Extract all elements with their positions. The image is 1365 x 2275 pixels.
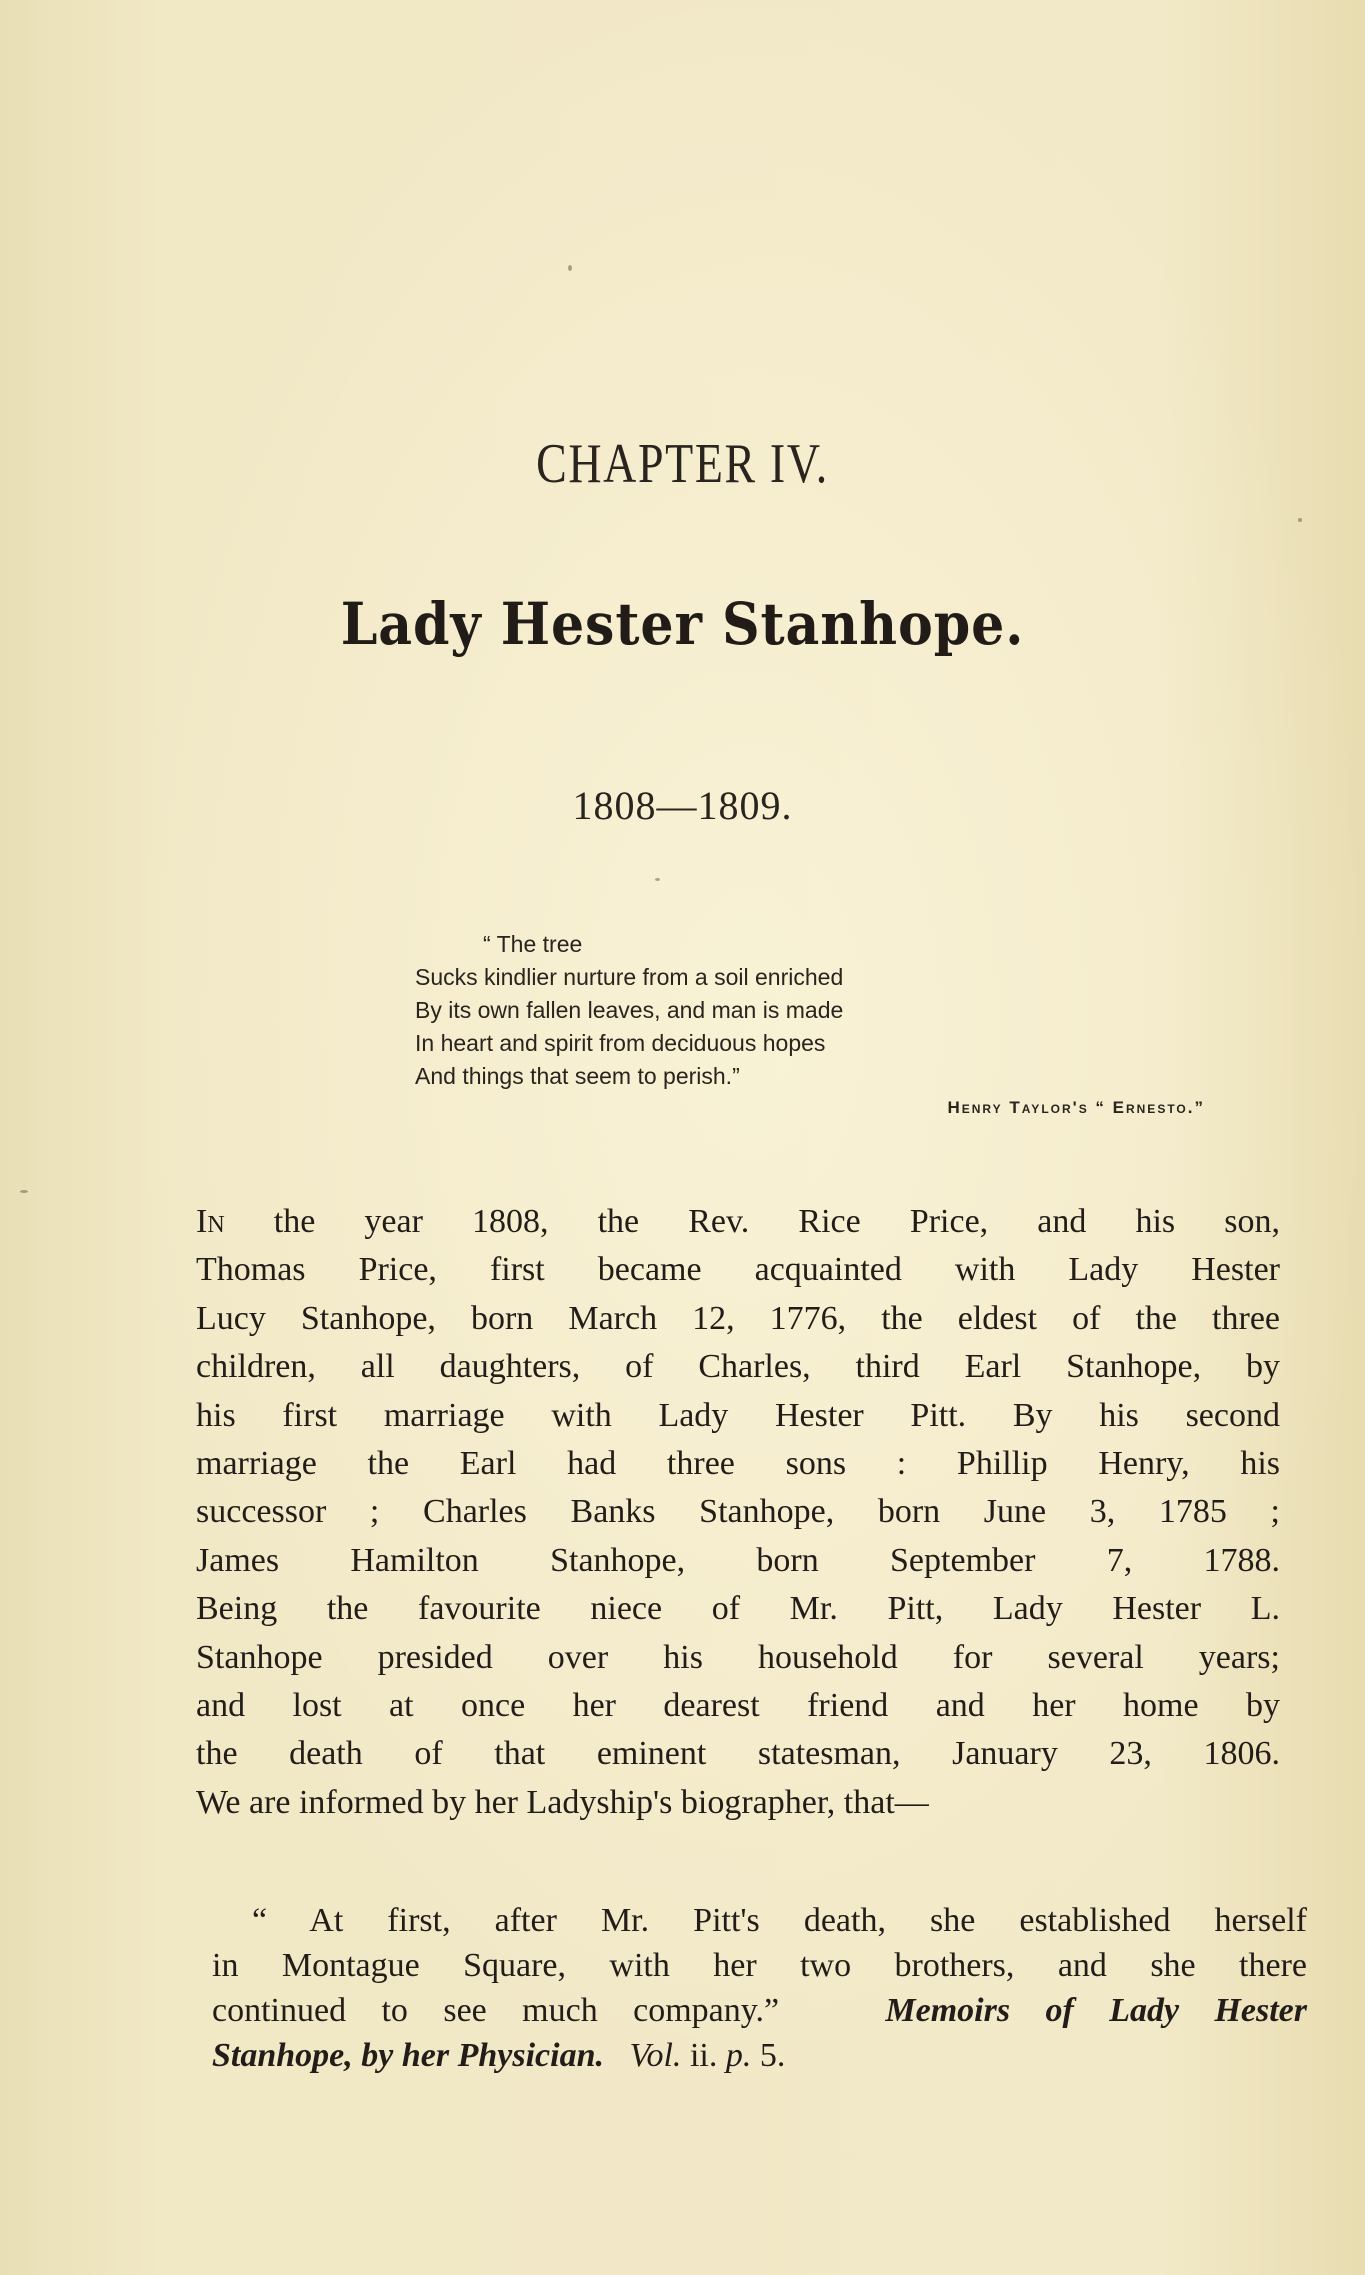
quote-line bbox=[212, 1988, 1307, 2033]
show-through-text bbox=[170, 115, 1270, 167]
paragraph-lead-word: In bbox=[196, 1203, 225, 1240]
paper-speck bbox=[20, 1190, 28, 1193]
quote-line bbox=[212, 2033, 1307, 2078]
paragraph-line: and lost at once her dearest friend and her home by bbox=[196, 1687, 1280, 1725]
paragraph-line: the death of that eminent statesman, January 23, 1806. bbox=[196, 1735, 1280, 1773]
block-quote bbox=[212, 1898, 1307, 2078]
paper-speck bbox=[655, 878, 660, 881]
quote-citation: Stanhope, by her Physician. bbox=[212, 2037, 604, 2074]
quote-citation: Memoirs of Lady Hester bbox=[885, 1992, 1308, 2029]
quote-page-number: 5. bbox=[759, 2037, 786, 2074]
epigraph bbox=[415, 928, 1205, 1124]
epigraph-attribution: Henry Taylor's “ Ernesto.” bbox=[947, 1098, 1205, 1117]
quote-volume-label: Vol. bbox=[629, 2037, 682, 2074]
epigraph-line: “ The tree bbox=[483, 931, 583, 957]
epigraph-line: And things that seem to perish.” bbox=[415, 1063, 740, 1089]
chapter-heading: CHAPTER IV. bbox=[536, 433, 829, 495]
quote-volume-number: ii. bbox=[689, 2037, 718, 2074]
quote-page-label: p. bbox=[725, 2037, 752, 2074]
paragraph-line bbox=[196, 1198, 1280, 1246]
quote-line: in Montague Square, with her two brothers, and she there bbox=[212, 1947, 1307, 1984]
paragraph-line: his first marriage with Lady Hester Pitt. By his second bbox=[196, 1396, 1280, 1434]
paragraph-line: children, all daughters, of Charles, third Earl Stanhope, by bbox=[196, 1348, 1280, 1386]
paragraph-line: Thomas Price, first became acquainted with Lady Hester bbox=[196, 1251, 1280, 1289]
quote-line: “ At first, after Mr. Pitt's death, she established herself bbox=[252, 1902, 1307, 1939]
body-paragraph bbox=[196, 1198, 1280, 1827]
chapter-subtitle: Lady Hester Stanhope. bbox=[340, 590, 1025, 658]
paragraph-line-text: the year 1808, the Rev. Rice Price, and his son, bbox=[224, 1203, 1280, 1240]
chapter-years: 1808—1809. bbox=[572, 783, 793, 828]
paragraph-line: Lucy Stanhope, born March 12, 1776, the eldest of the three bbox=[196, 1299, 1280, 1337]
paper-speck bbox=[568, 265, 572, 271]
paragraph-line: We are informed by her Ladyship's biographer, that— bbox=[196, 1783, 929, 1821]
epigraph-line: In heart and spirit from deciduous hopes bbox=[415, 1030, 826, 1056]
epigraph-line: By its own fallen leaves, and man is made bbox=[415, 997, 844, 1023]
paragraph-line: James Hamilton Stanhope, born September 7, 1788. bbox=[196, 1541, 1280, 1579]
epigraph-line: Sucks kindlier nurture from a soil enriched bbox=[415, 964, 844, 990]
paragraph-line: marriage the Earl had three sons : Phillip Henry, his bbox=[196, 1445, 1280, 1483]
quote-text: continued to see much company.” bbox=[212, 1992, 780, 2029]
paragraph-line: Stanhope presided over his household for several years; bbox=[196, 1638, 1280, 1676]
paragraph-line: successor ; Charles Banks Stanhope, born June 3, 1785 ; bbox=[196, 1493, 1280, 1531]
paper-speck bbox=[1298, 518, 1302, 522]
paragraph-line: Being the favourite niece of Mr. Pitt, Lady Hester L. bbox=[196, 1590, 1280, 1628]
